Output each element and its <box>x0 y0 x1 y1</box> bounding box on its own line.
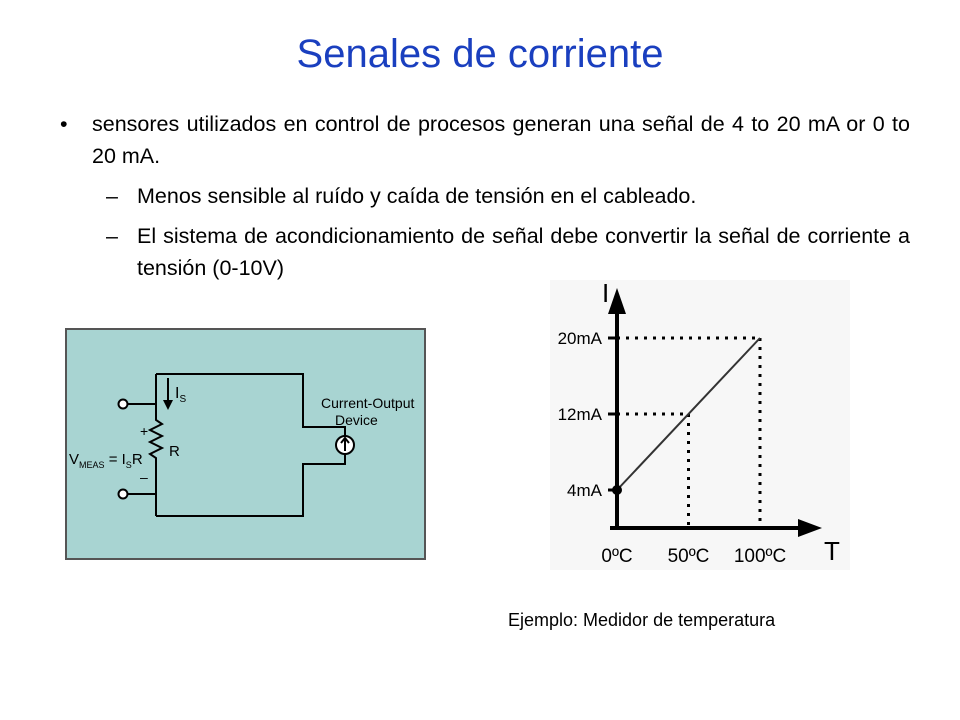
sub-bullet-text: El sistema de acondicionamiento de señal debe convertir la señal de corriente a tensión (0-10V) <box>137 224 910 280</box>
vmeas-label: $V_{MEAS} = I_SR$ <box>69 451 143 470</box>
sub-bullet-item <box>60 220 910 284</box>
resistor-label: R <box>169 443 180 460</box>
y-axis-label: I <box>602 280 610 308</box>
figure-caption: Ejemplo: Medidor de temperatura <box>508 610 776 630</box>
bullet-text: sensores utilizados en control de procesos generan una señal de 4 to 20 mA or 0 to 20 mA. <box>92 112 910 168</box>
x-tick-label: 100ºC <box>733 546 787 567</box>
terminal-bottom-icon <box>119 490 128 499</box>
y-tick-label: 4mA <box>567 481 602 500</box>
slide-body <box>60 108 910 284</box>
device-label-line2: Device <box>335 412 378 428</box>
dash-marker: – <box>106 184 118 208</box>
sub-bullet-item <box>60 180 910 212</box>
y-tick-label: 12mA <box>557 405 602 424</box>
device-label-line1: Current-Output <box>321 395 415 411</box>
x-axis-label: T <box>824 536 840 566</box>
page-title: Senales de corriente <box>296 32 664 76</box>
plus-sign: + <box>140 423 149 439</box>
current-label: $I_S$ <box>175 385 187 405</box>
bullet-marker: • <box>60 112 68 136</box>
dash-marker: – <box>106 224 118 248</box>
data-point <box>612 485 622 495</box>
temperature-current-chart <box>510 280 850 570</box>
x-tick-label: 0ºC <box>601 546 633 567</box>
circuit-background <box>66 329 425 559</box>
minus-sign: – <box>140 469 148 485</box>
y-tick-label: 20mA <box>557 329 602 348</box>
circuit-diagram <box>65 328 426 560</box>
bullet-item <box>60 108 910 172</box>
terminal-top-icon <box>119 400 128 409</box>
x-tick-label: 50ºC <box>667 546 710 567</box>
sub-bullet-text: Menos sensible al ruído y caída de tensión en el cableado. <box>137 184 697 208</box>
